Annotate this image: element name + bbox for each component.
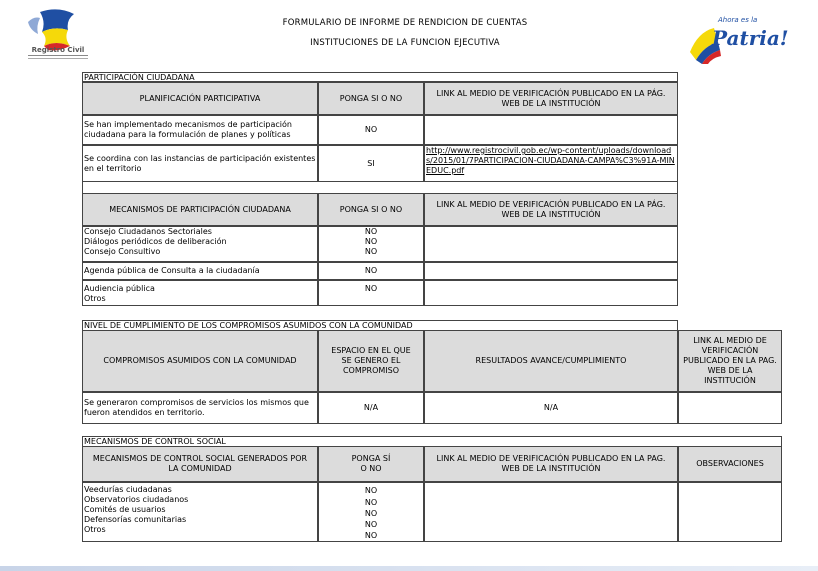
mec-row-6-label: Otros — [84, 294, 106, 303]
mec-group-1-labels — [82, 226, 318, 262]
logo-underline-2 — [28, 58, 88, 59]
plan-row-2-value: SI — [318, 145, 424, 182]
comp-row-resultado: N/A — [424, 392, 678, 424]
ctrl-row-4-value: NO — [364, 520, 378, 529]
comp-row-link — [678, 392, 782, 424]
mec-row-5-label: Audiencia pública — [84, 284, 155, 293]
mec-row-4-value: NO — [318, 262, 424, 280]
plan-row-1-link — [424, 115, 678, 145]
patria-logo-small-text: Ahora es la — [718, 16, 758, 24]
ctrl-row-1-value: NO — [364, 486, 378, 495]
plan-link-header: LINK AL MEDIO DE VERIFICACIÓN PUBLICADO EN LA PÁG. WEB DE LA INSTITUCIÓN — [424, 82, 678, 115]
plan-row-2-link[interactable]: http://www.registrocivil.gob.ec/wp-content/uploads/downloads/2015/01/7PARTICIPACION-CIUDADANA-CAMPA%C3%91A-MINEDUC.pdf — [426, 146, 675, 175]
mec-group-2-values — [318, 280, 424, 306]
ctrl-row-5-value: NO — [364, 531, 378, 540]
comp-col2-header: ESPACIO EN EL QUE SE GENERO EL COMPROMISO — [318, 330, 424, 392]
ctrl-obs-cell — [678, 482, 782, 542]
form-title: FORMULARIO DE INFORME DE RENDICION DE CUENTAS — [282, 18, 528, 28]
ctrl-row-2-value: NO — [364, 498, 378, 507]
comp-col3-header: RESULTADOS AVANCE/CUMPLIMIENTO — [424, 330, 678, 392]
ctrl-row-4-label: Defensorías comunitarias — [84, 515, 187, 524]
logo-underline — [28, 55, 88, 56]
registro-civil-logo — [18, 8, 92, 66]
mec-group-1-link — [424, 226, 678, 262]
ctrl-col2-header: PONGA SÍ O NO — [318, 446, 424, 482]
section-participacion-title: PARTICIPACIÓN CIUDADANA — [82, 72, 678, 82]
mec-row-1-value: NO — [364, 227, 378, 236]
mec-row-4-link — [424, 262, 678, 280]
ctrl-row-2-label: Observatorios ciudadanos — [84, 495, 189, 504]
mec-ponga-header: PONGA SI O NO — [318, 193, 424, 226]
mec-row-1-label: Consejo Ciudadanos Sectoriales — [84, 227, 212, 236]
ctrl-row-3-value: NO — [364, 509, 378, 518]
ctrl-row-5-label: Otros — [84, 525, 106, 534]
mec-row-3-label: Consejo Consultivo — [84, 247, 161, 256]
section-compromisos-title: NIVEL DE CUMPLIMIENTO DE LOS COMPROMISOS ASUMIDOS CON LA COMUNIDAD — [82, 320, 678, 330]
plan-row-2-label: Se coordina con las instancias de participación existentes en el territorio — [82, 145, 318, 182]
ctrl-row-3-label: Comités de usuarios — [84, 505, 166, 514]
mec-row-3-value: NO — [364, 247, 378, 256]
mec-group-2-link — [424, 280, 678, 306]
ctrl-col4-header: OBSERVACIONES — [678, 446, 782, 482]
registro-civil-logo-text: Registro Civil — [31, 46, 85, 54]
mec-header: MECANISMOS DE PARTICIPACIÓN CIUDADANA — [82, 193, 318, 226]
plan-ponga-header: PONGA SI O NO — [318, 82, 424, 115]
plan-row-1-label: Se han implementado mecanismos de participación ciudadana para la formulación de planes y políticas — [82, 115, 318, 145]
ctrl-labels — [82, 482, 318, 542]
comp-col4-header: LINK AL MEDIO DE VERIFICACIÓN PUBLICADO EN LA PAG. WEB DE LA INSTITUCIÓN — [678, 330, 782, 392]
plan-header: PLANIFICACIÓN PARTICIPATIVA — [82, 82, 318, 115]
form-subtitle: INSTITUCIONES DE LA FUNCION EJECUTIVA — [310, 38, 500, 48]
ctrl-row-1-label: Veedurías ciudadanas — [84, 485, 172, 494]
ctrl-col1-header: MECANISMOS DE CONTROL SOCIAL GENERADOS POR LA COMUNIDAD — [82, 446, 318, 482]
footer-stripe — [0, 566, 818, 571]
patria-logo-big-text: Patria! — [712, 26, 789, 50]
patria-logo — [688, 12, 789, 64]
comp-col1-header: COMPROMISOS ASUMIDOS CON LA COMUNIDAD — [82, 330, 318, 392]
section-control-title: MECANISMOS DE CONTROL SOCIAL — [82, 436, 782, 446]
ctrl-link-cell — [424, 482, 678, 542]
comp-row-espacio: N/A — [318, 392, 424, 424]
ctrl-values — [318, 482, 424, 542]
mec-link-header: LINK AL MEDIO DE VERIFICACIÓN PUBLICADO EN LA PÁG. WEB DE LA INSTITUCIÓN — [424, 193, 678, 226]
mec-group-2-labels — [82, 280, 318, 306]
mec-row-4-label: Agenda pública de Consulta a la ciudadanía — [82, 262, 318, 280]
mec-group-1-values — [318, 226, 424, 262]
mec-row-5-value: NO — [364, 284, 378, 293]
ctrl-col3-header: LINK AL MEDIO DE VERIFICACIÓN PUBLICADO EN LA PAG. WEB DE LA INSTITUCIÓN — [424, 446, 678, 482]
plan-row-1-value: NO — [318, 115, 424, 145]
mec-row-2-value: NO — [364, 237, 378, 246]
comp-row-label: Se generaron compromisos de servicios los mismos que fueron atendidos en territorio. — [82, 392, 318, 424]
mec-row-2-label: Diálogos periódicos de deliberación — [84, 237, 227, 246]
